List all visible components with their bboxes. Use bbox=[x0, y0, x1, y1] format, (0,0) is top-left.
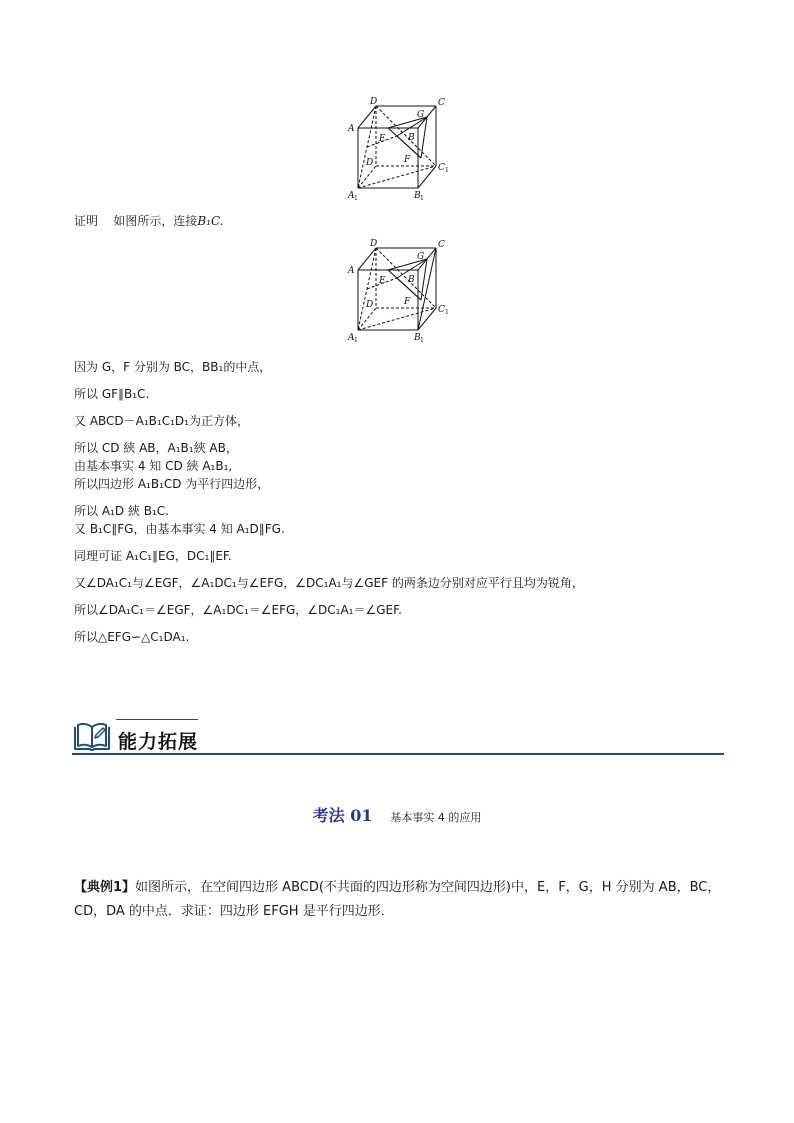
label-C1: C bbox=[438, 163, 445, 173]
proof-line-8: 又 B₁C∥FG，由基本事实 4 知 A₁D∥FG. bbox=[74, 522, 285, 536]
proof-line-9: 同理可证 A₁C₁∥EG，DC₁∥EF. bbox=[74, 549, 232, 563]
proof-line-3: 又 ABCD－A₁B₁C₁D₁为正方体， bbox=[74, 414, 249, 428]
method-subtitle: 基本事实 4 的应用 bbox=[390, 811, 482, 824]
proof-intro-text: 如图所示，连接 bbox=[113, 214, 198, 228]
label-A: A bbox=[348, 124, 355, 134]
proof-line-4: 所以 CD 綊 AB，A₁B₁綊 AB， bbox=[74, 441, 238, 455]
svg-text:1: 1 bbox=[420, 337, 424, 344]
proof-line-7: 所以 A₁D 綊 B₁C. bbox=[74, 504, 169, 518]
label-E: E bbox=[379, 134, 386, 144]
proof-line-11: 所以∠DA₁C₁＝∠EGF，∠A₁DC₁＝∠EFG，∠DC₁A₁＝∠GEF. bbox=[74, 603, 402, 617]
label-A: A bbox=[348, 266, 355, 276]
section-divider bbox=[72, 753, 724, 755]
label-A1: A bbox=[348, 191, 355, 201]
method-title: 考法 01 bbox=[312, 806, 373, 825]
example-problem bbox=[74, 876, 724, 924]
svg-text:1: 1 bbox=[445, 309, 449, 316]
proof-line-6: 所以四边形 A₁B₁CD 为平行四边形， bbox=[74, 477, 270, 491]
label-D: D bbox=[370, 97, 378, 107]
proof-line-12: 所以△EFG∽△C₁DA₁. bbox=[74, 630, 190, 644]
svg-text:1: 1 bbox=[354, 195, 358, 202]
label-D1: D bbox=[366, 300, 374, 310]
label-D1: D bbox=[366, 158, 374, 168]
example-text: 如图所示，在空间四边形 ABCD(不共面的四边形称为空间四边形)中，E，F，G，H 分别为 AB，BC，CD，DA 的中点．求证：四边形 EFGH 是平行四边形． bbox=[74, 880, 721, 919]
proof-label: 证明 bbox=[74, 214, 99, 228]
proof-line-1: 因为 G，F 分别为 BC，BB₁的中点， bbox=[74, 360, 272, 374]
label-B: B bbox=[408, 133, 415, 143]
cube-figure-bottom bbox=[340, 238, 460, 348]
label-C1: C bbox=[438, 305, 445, 315]
proof-intro bbox=[74, 214, 224, 228]
cube-figure-top bbox=[340, 96, 460, 206]
label-G: G bbox=[417, 110, 425, 120]
label-B1: B bbox=[414, 333, 421, 343]
label-F: F bbox=[404, 297, 411, 307]
book-icon bbox=[72, 719, 112, 753]
proof-line-2: 所以 GF∥B₁C. bbox=[74, 387, 150, 401]
proof-line-5: 由基本事实 4 知 CD 綊 A₁B₁, bbox=[74, 459, 233, 473]
section-header bbox=[72, 713, 724, 757]
example-tag: 【典例1】 bbox=[74, 880, 136, 895]
label-A1: A bbox=[348, 333, 355, 343]
section-title: 能力拓展 bbox=[118, 731, 199, 753]
label-C: C bbox=[438, 98, 445, 108]
label-D: D bbox=[370, 239, 378, 249]
label-F: F bbox=[404, 155, 411, 165]
label-G: G bbox=[417, 252, 425, 262]
svg-text:1: 1 bbox=[445, 167, 449, 174]
label-B: B bbox=[408, 275, 415, 285]
section-top-rule bbox=[116, 719, 198, 720]
proof-line-10: 又∠DA₁C₁与∠EGF，∠A₁DC₁与∠EFG，∠DC₁A₁与∠GEF 的两条边分别对应平行且均为锐角， bbox=[74, 576, 584, 590]
label-C: C bbox=[438, 240, 445, 250]
method-heading bbox=[0, 803, 794, 826]
svg-text:1: 1 bbox=[354, 337, 358, 344]
svg-text:1: 1 bbox=[420, 195, 424, 202]
proof-connect-segment: B₁C. bbox=[197, 214, 224, 228]
label-E: E bbox=[379, 276, 386, 286]
label-B1: B bbox=[414, 191, 421, 201]
